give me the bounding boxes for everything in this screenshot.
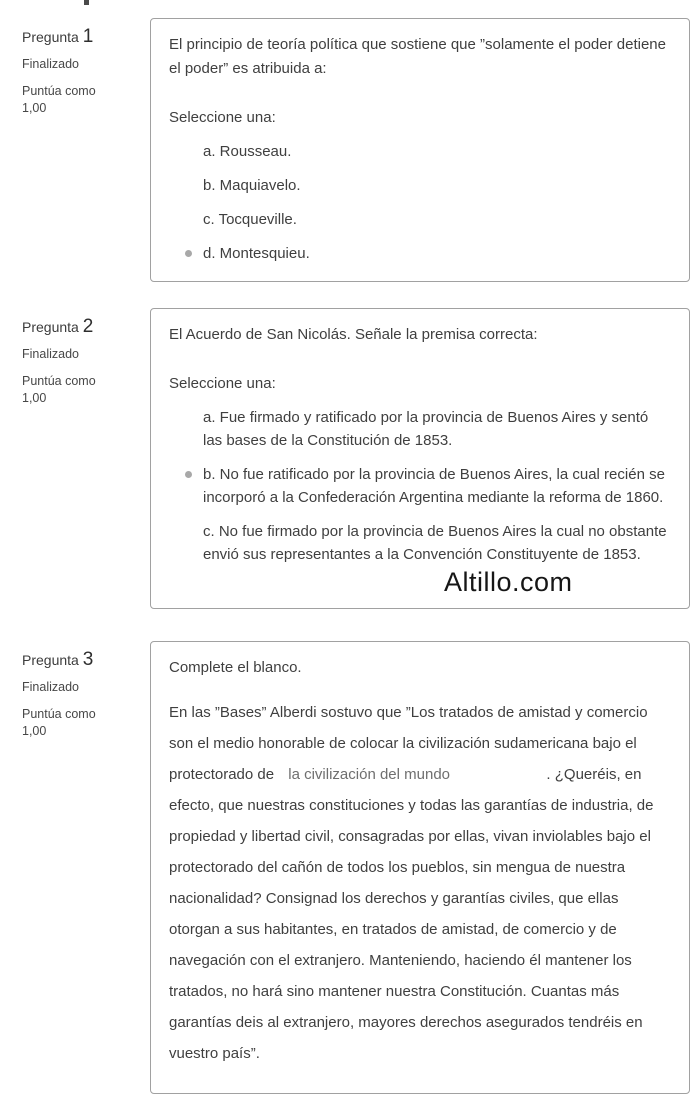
option-label: c. Tocqueville. [203, 211, 297, 228]
question-label-text: Pregunta [22, 319, 79, 335]
question-grade: Puntúa como 1,00 [22, 84, 96, 115]
question-1-content-box [150, 18, 690, 282]
question-grade: Puntúa como 1,00 [22, 374, 96, 405]
question-status: Finalizado [22, 347, 79, 361]
question-grade: Puntúa como 1,00 [22, 707, 96, 738]
question-block-2 [0, 308, 700, 609]
answer-option-a[interactable] [185, 140, 669, 163]
radio-selected-icon [185, 250, 192, 257]
question-paragraph [169, 697, 669, 1069]
question-3-content-box [150, 641, 690, 1094]
fill-blank-answer[interactable]: la civilización del mundo [288, 766, 450, 783]
question-label [22, 649, 140, 671]
question-2-content-box [150, 308, 690, 609]
question-1-info [0, 18, 150, 117]
question-2-info [0, 308, 150, 407]
paragraph-before-blank: En las ”Bases” Alberdi sostuvo que ”Los tratados de amistad y comercio son el medio honorable de colocar la civilización sudamericana bajo el protectorado de [169, 704, 648, 783]
question-text: El Acuerdo de San Nicolás. Señale la premisa correcta: [169, 326, 538, 343]
answer-option-b[interactable] [185, 463, 669, 509]
answer-option-c[interactable] [185, 208, 669, 231]
answer-options [185, 406, 669, 566]
question-label-text: Pregunta [22, 652, 79, 668]
question-label-text: Pregunta [22, 29, 79, 45]
option-label: a. Rousseau. [203, 143, 292, 160]
question-3-info [0, 641, 150, 740]
question-text: El principio de teoría política que sostiene que ”solamente el poder detiene el poder” es atribuida a: [169, 36, 666, 77]
question-block-3 [0, 641, 700, 1094]
answer-option-a[interactable] [185, 406, 669, 452]
answer-prompt: Seleccione una: [169, 375, 276, 392]
question-label [22, 316, 140, 338]
question-number: 1 [82, 26, 94, 47]
answer-option-d[interactable] [185, 242, 669, 265]
radio-selected-icon [185, 471, 192, 478]
option-label: b. Maquiavelo. [203, 177, 301, 194]
clipped-text-artifact [84, 0, 89, 5]
question-number: 2 [82, 316, 94, 337]
altillo-watermark: Altillo.com [444, 567, 573, 597]
question-intro: Complete el blanco. [169, 659, 302, 676]
question-block-1 [0, 18, 700, 282]
answer-option-c[interactable] [185, 520, 669, 566]
option-label: b. No fue ratificado por la provincia de Buenos Aires, la cual recién se incorporó a la Confederación Argentina mediante la reforma de 1860. [203, 466, 665, 506]
question-status: Finalizado [22, 57, 79, 71]
answer-prompt: Seleccione una: [169, 109, 276, 126]
option-label: d. Montesquieu. [203, 245, 310, 262]
question-status: Finalizado [22, 680, 79, 694]
option-label: c. No fue firmado por la provincia de Buenos Aires la cual no obstante envió sus representantes a la Convención Constituyente de 1853. [203, 523, 667, 563]
option-label: a. Fue firmado y ratificado por la provincia de Buenos Aires y sentó las bases de la Constitución de 1853. [203, 409, 649, 449]
answer-options [185, 140, 669, 265]
answer-option-b[interactable] [185, 174, 669, 197]
question-label [22, 26, 140, 48]
question-number: 3 [82, 649, 94, 670]
paragraph-after-blank: . ¿Queréis, en efecto, que nuestras constituciones y todas las garantías de industria, de propiedad y libertad civil, consagradas por ellas, vivan inviolables bajo el protectorado del cañón de todos los pueblos, sin mengua de nuestra nacionalidad? Consignad los derechos y garantías civiles, que ellas otorgan a sus habitantes, en tratados de amistad, de comercio y de navegación con el extranjero. Manteniendo, haciendo él mantener los tratados, no hará sino mantener nuestra Constitución. Cuantas más garantías deis al extranjero, mayores derechos asegurados tendréis en vuestro país”. [169, 766, 654, 1062]
